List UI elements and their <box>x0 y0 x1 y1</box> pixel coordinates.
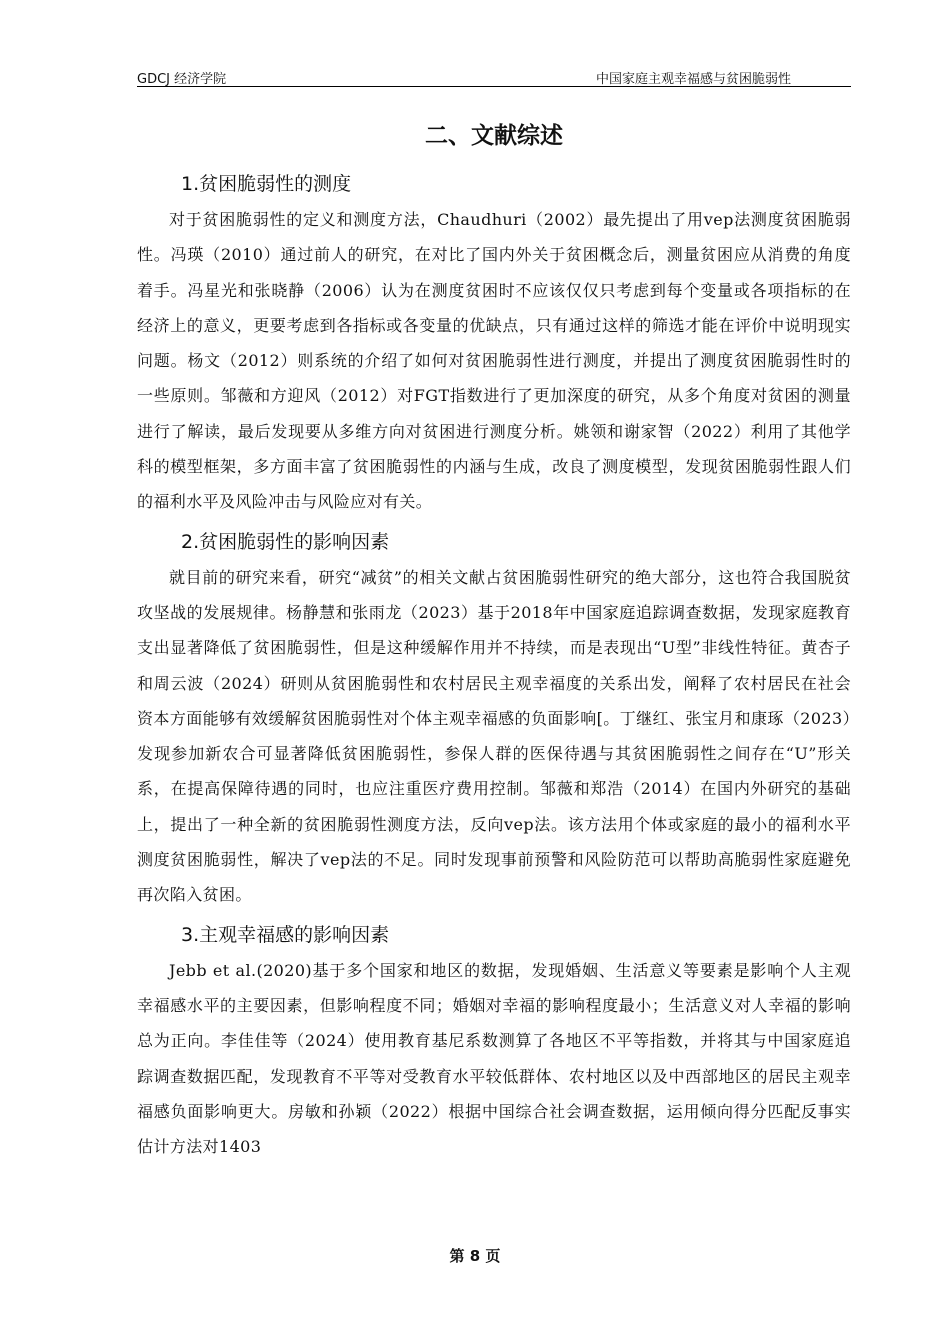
page-content <box>137 116 851 1164</box>
section-title-3: 3.主观幸福感的影响因素 <box>181 923 390 946</box>
header-right-text: 中国家庭主观幸福感与贫困脆弱性 <box>595 72 791 87</box>
header-left-text: GDCJ 经济学院 <box>137 72 227 87</box>
section-title-2: 2.贫困脆弱性的影响因素 <box>181 530 390 553</box>
section-title-1: 1.贫困脆弱性的测度 <box>181 173 352 195</box>
chapter-title: 二、文献综述 <box>425 123 563 149</box>
page-header <box>137 62 851 87</box>
section-paragraph-1: 对于贫困脆弱性的定义和测度方法，Chaudhuri（2002）最先提出了用vep法测度贫困脆弱性。冯瑛（2010）通过前人的研究，在对比了国内外关于贫困概念后，测量贫困应从消费的角度着手。冯星光和张晓静（2006）认为在测度贫困时不应该仅仅只考虑到每个变量或各项指标的在经济上的意义，更要考虑到各指标或各变量的优缺点，只有通过这样的筛选才能在评价中说明现实问题。杨文（2012）则系统的介绍了如何对贫困脆弱性进行测度，并提出了测度贫困脆弱性时的一些原则。邹薇和方迎风（2012）对FGT指数进行了更加深度的研究，从多个角度对贫困的测量进行了解读，最后发现要从多维方向对贫困进行测度分析。姚领和谢家智（2022）利用了其他学科的模型框架，多方面丰富了贫困脆弱性的内涵与生成，改良了测度模型，发现贫困脆弱性跟人们的福利水平及风险冲击与风险应对有关。 <box>137 210 851 512</box>
section-paragraph-2: 就目前的研究来看，研究“减贫”的相关文献占贫困脆弱性研究的绝大部分，这也符合我国脱贫攻坚战的发展规律。杨静慧和张雨龙（2023）基于2018年中国家庭追踪调查数据，发现家庭教育支出显著降低了贫困脆弱性，但是这种缓解作用并不持续，而是表现出“U型”非线性特征。黄杏子和周云波（2024）研则从贫困脆弱性和农村居民主观幸福度的关系出发，阐释了农村居民在社会资本方面能够有效缓解贫困脆弱性对个体主观幸福感的负面影响[。丁继红、张宝月和康琢（2023）发现参加新农合可显著降低贫困脆弱性，参保人群的医保待遇与其贫困脆弱性之间存在“U”形关系，在提高保障待遇的同时，也应注重医疗费用控制。邹薇和郑浩（2014）在国内外研究的基础上，提出了一种全新的贫困脆弱性测度方法，反向vep法。该方法用个体或家庭的最小的福利水平测度贫困脆弱性，解决了vep法的不足。同时发现事前预警和风险防范可以帮助高脆弱性家庭避免再次陷入贫困。 <box>137 567 851 905</box>
section-paragraph-3: Jebb et al.(2020)基于多个国家和地区的数据，发现婚姻、生活意义等要素是影响个人主观幸福感水平的主要因素，但影响程度不同；婚姻对幸福的影响程度最小；生活意义对人幸福的影响总为正向。李佳佳等（2024）使用教育基尼系数测算了各地区不平等指数，并将其与中国家庭追踪调查数据匹配，发现教育不平等对受教育水平较低群体、农村地区以及中西部地区的居民主观幸福感负面影响更大。房敏和孙颖（2022）根据中国综合社会调查数据，运用倾向得分匹配反事实估计方法对1403 <box>137 960 851 1157</box>
page-number: 第 8 页 <box>449 1247 501 1265</box>
